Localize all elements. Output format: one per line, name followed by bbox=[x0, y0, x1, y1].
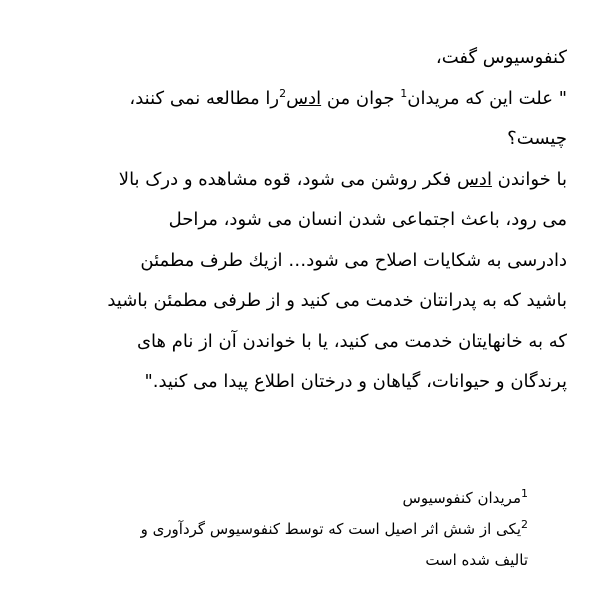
main-text bbox=[107, 38, 567, 403]
footnote-1 bbox=[108, 483, 528, 514]
heading-line: کنفوسیوس گفت، bbox=[435, 47, 567, 68]
footnote-2-number: 2 bbox=[521, 518, 528, 531]
footnote-1-number: 1 bbox=[521, 487, 528, 500]
para-lead: با خواندن bbox=[491, 168, 567, 190]
footnote-ref-1: 1 bbox=[400, 86, 408, 100]
footnote-2 bbox=[108, 514, 528, 576]
quote-rest: را مطالعه نمی کنند، چیست؟ bbox=[129, 87, 567, 149]
quote-paragraph bbox=[107, 160, 567, 403]
term-ads: ادس bbox=[286, 87, 322, 109]
para-rest: فکر روشن می شود، قوه مشاهده و درک بالا می رود، باعث اجتماعی شدن انسان می شود، مراحل دادرسی به شکایات اصلاح می شود… ازیك طرف مطمئن باشید که به پدرانتان خدمت می کنید و از طرفی مطمئن باشید که به خانهایتان خدمت می کنید، یا با خواندن آن از نام های پرندگان و حیوانات، گیاهان و درختان اطلاع پیدا می کنید." bbox=[107, 168, 567, 392]
young-text: جوان من bbox=[321, 87, 401, 109]
term-ads-2: ادس bbox=[456, 168, 492, 190]
footnote-1-text: مریدان کنفوسیوس bbox=[402, 489, 521, 507]
footnotes bbox=[108, 483, 528, 576]
footnote-2-text: یکی از شش اثر اصیل است که توسط کنفوسیوس گردآوری و تالیف شده است bbox=[140, 520, 528, 569]
quote-open: " علت این که مریدان bbox=[407, 87, 567, 109]
quote-question bbox=[107, 79, 567, 160]
footnote-ref-2: 2 bbox=[279, 86, 287, 100]
